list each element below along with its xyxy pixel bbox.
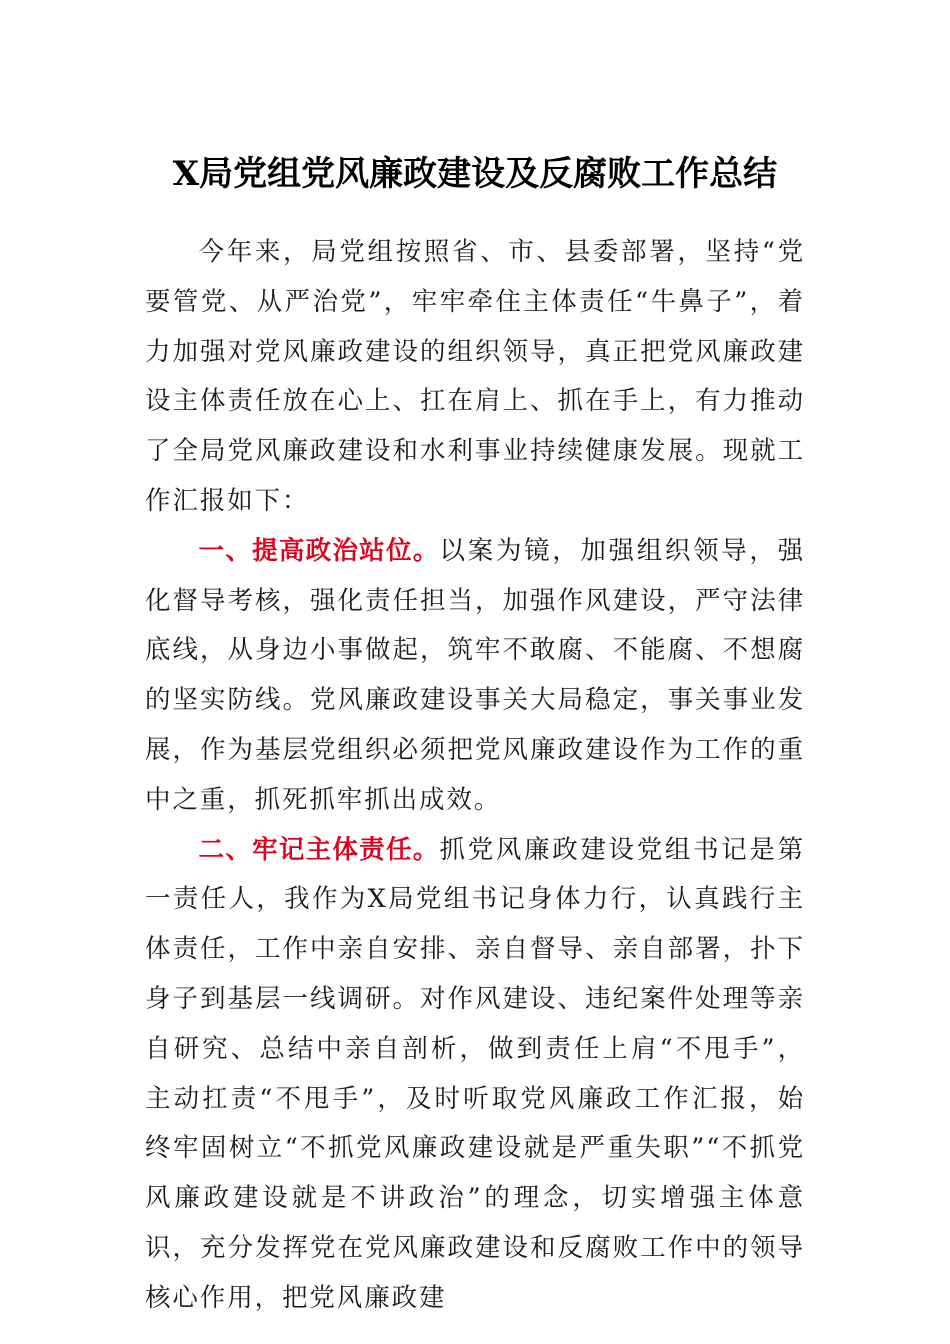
intro-paragraph (145, 228, 805, 527)
section-heading-1: 一、提高政治站位。 (198, 535, 440, 566)
section-text-1: 以案为镜，加强组织领导，强化督导考核，强化责任担当，加强作风建设，严守法律底线，从身边小事做起，筑牢不敢腐、不能腐、不想腐的坚实防线。党风廉政建设事关大局稳定，事关事业发展，作为基层党组织必须把党风廉政建设作为工作的重中之重，抓死抓牢抓出成效。 (145, 535, 805, 815)
section-paragraph-2 (145, 826, 805, 1324)
section-paragraph-1 (145, 527, 805, 826)
section-heading-2: 二、牢记主体责任。 (198, 834, 440, 865)
section-text-2: 抓党风廉政建设党组书记是第一责任人，我作为X局党组书记身体力行，认真践行主体责任，工作中亲自安排、亲自督导、亲自部署，扑下身子到基层一线调研。对作风建设、违纪案件处理等亲自研究、总结中亲自剖析，做到责任上肩“不甩手”，主动扛责“不甩手”，及时听取党风廉政工作汇报，始终牢固树立“不抓党风廉政建设就是严重失职”“不抓党风廉政建设就是不讲政治”的理念，切实增强主体意识，充分发挥党在党风廉政建设和反腐败工作中的领导核心作用，把党风廉政建 (145, 834, 805, 1313)
intro-paragraph-text: 今年来，局党组按照省、市、县委部署，坚持“党要管党、从严治党”，牢牢牵住主体责任“牛鼻子”，着力加强对党风廉政建设的组织领导，真正把党风廉政建设主体责任放在心上、扛在肩上、抓在手上，有力推动了全局党风廉政建设和水利事业持续健康发展。现就工作汇报如下： (145, 237, 805, 516)
document-body (145, 228, 805, 1324)
document-title: X局党组党风廉政建设及反腐败工作总结 (172, 154, 778, 194)
